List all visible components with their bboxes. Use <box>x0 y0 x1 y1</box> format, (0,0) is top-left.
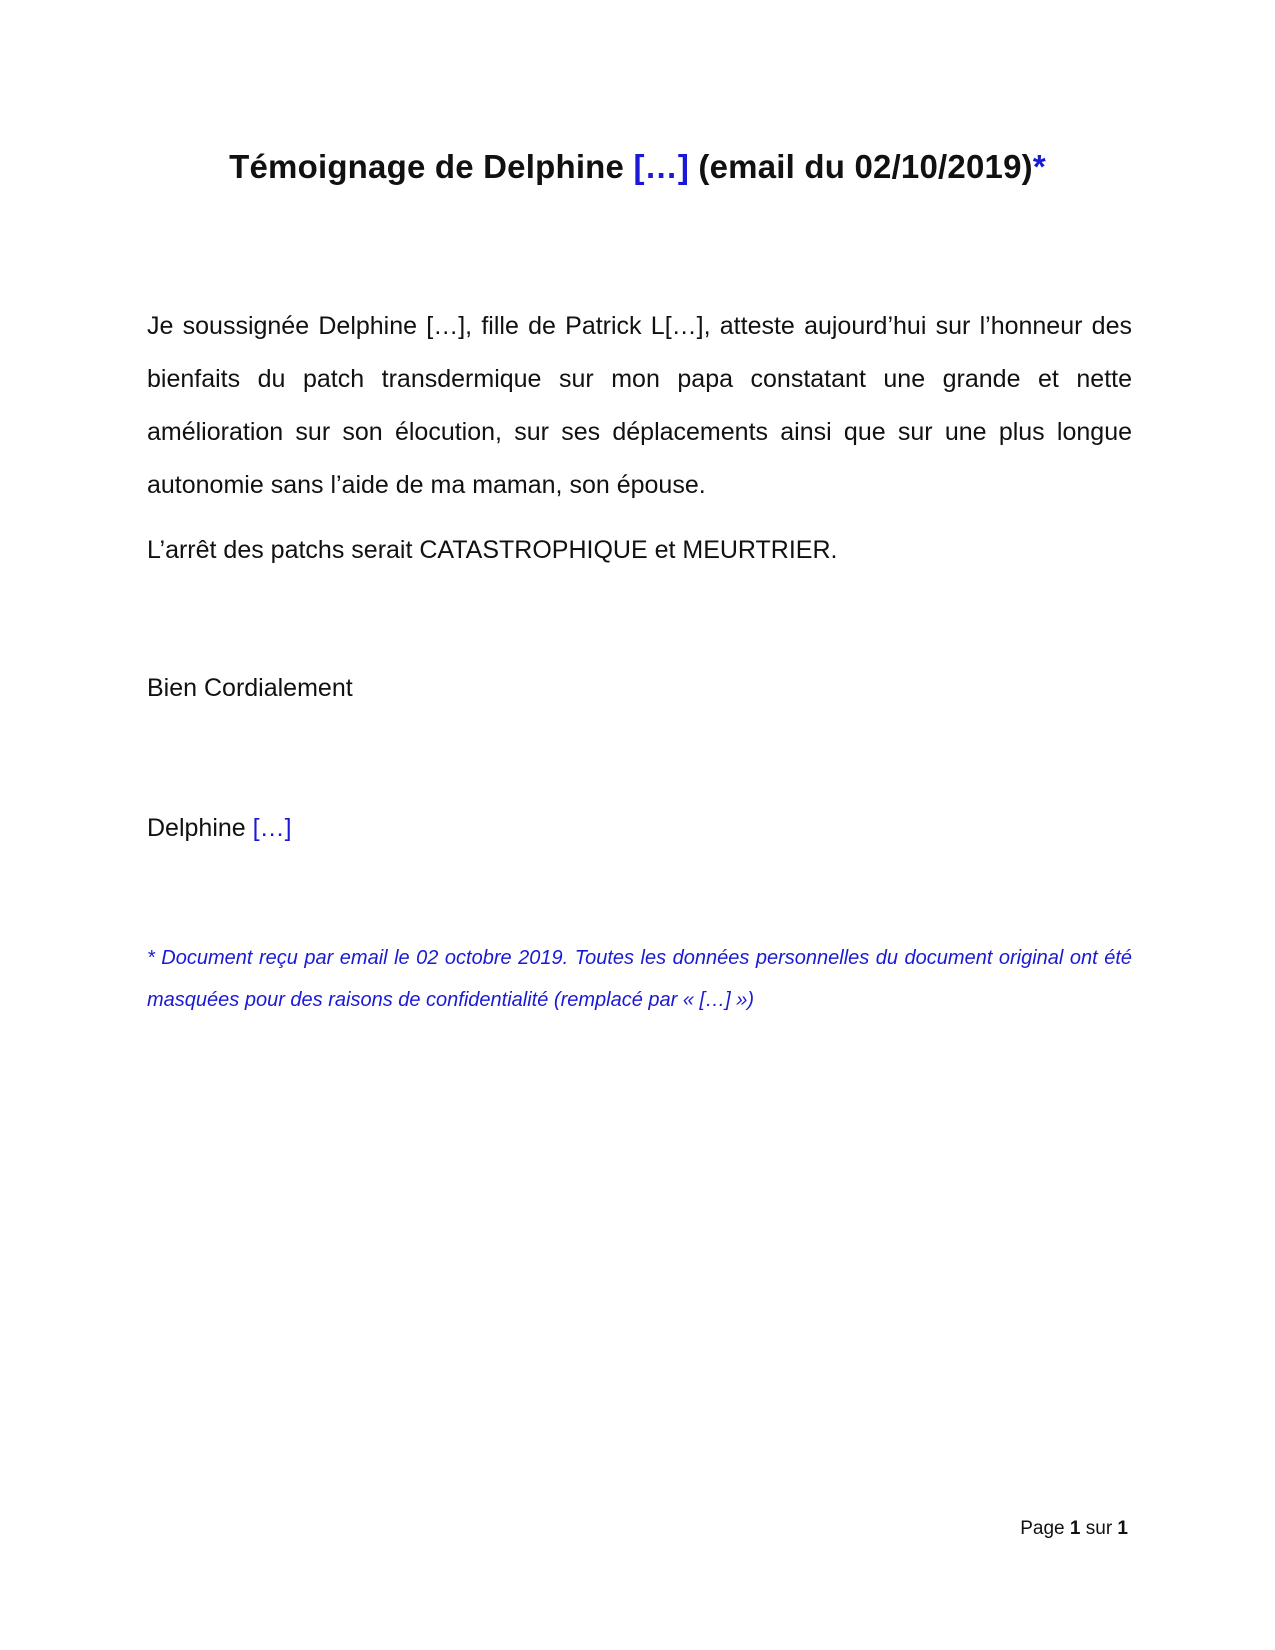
statement-paragraph: L’arrêt des patchs serait CATASTROPHIQUE et MEURTRIER. <box>147 536 838 564</box>
signature-redaction: […] <box>252 814 292 842</box>
page-total: 1 <box>1117 1518 1128 1539</box>
signature <box>147 808 1132 848</box>
page-number <box>1020 1518 1128 1540</box>
closing-line: Bien Cordialement <box>147 674 353 702</box>
testimony-paragraph: Je soussignée Delphine […], fille de Patrick L[…], atteste aujourd’hui sur l’honneur des bienfaits du patch transdermique sur mon papa constatant une grande et nette amélioration sur son élocution, sur ses déplacements ainsi que sur une plus longue autonomie sans l’aide de ma maman, son épouse. <box>147 312 1132 499</box>
footnote: * Document reçu par email le 02 octobre 2019. Toutes les données personnelles du document original ont été masquées pour des raisons de confidentialité (remplacé par « […] ») <box>147 947 1132 1011</box>
title-redaction: […] <box>633 148 690 185</box>
title-prefix: Témoignage de Delphine <box>229 148 634 185</box>
page-label: Page <box>1020 1518 1070 1539</box>
document-title <box>0 148 1275 186</box>
page-of-label: sur <box>1080 1518 1118 1539</box>
signature-name: Delphine <box>147 814 253 842</box>
page-current: 1 <box>1069 1518 1081 1539</box>
title-suffix: (email du 02/10/2019) <box>689 148 1033 185</box>
title-asterisk: * <box>1032 148 1046 185</box>
